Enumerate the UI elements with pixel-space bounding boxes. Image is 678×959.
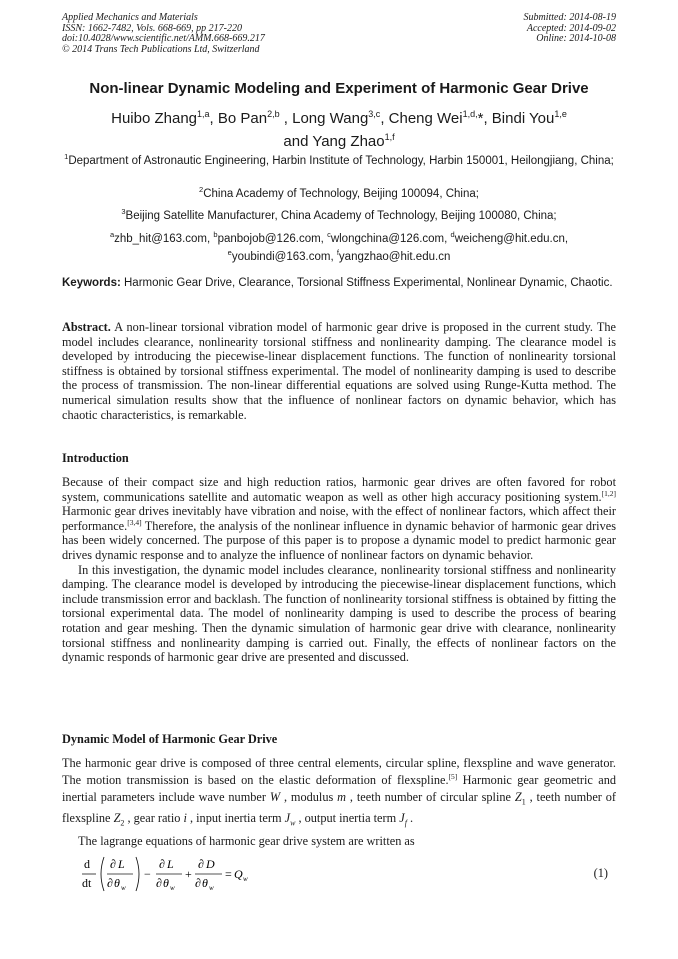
affiliation-text: Beijing Satellite Manufacturer, China Academy of Technology, Beijing 100080, China; xyxy=(125,209,557,222)
eq-sub-w: w xyxy=(243,875,248,883)
author-sup: 1,a xyxy=(197,109,210,119)
email-sup: c xyxy=(327,230,331,239)
email-address: youbindi@163.com xyxy=(231,250,331,263)
author-name: Long Wang xyxy=(292,110,369,127)
symbol-Z2: Z xyxy=(113,811,121,826)
affiliation-sup: 2 xyxy=(199,185,204,194)
author-name: Huibo Zhang xyxy=(111,110,198,127)
symbol-i: i xyxy=(183,811,187,826)
eq-sub-w: w xyxy=(209,884,214,892)
abstract xyxy=(62,320,616,422)
citation: [5] xyxy=(448,771,458,781)
issn-line: ISSN: 1662-7482, Vols. 668-669, pp 217-220 xyxy=(62,22,242,34)
body-text: , teeth number of flexspline xyxy=(62,790,616,826)
body-text: , teeth number of circular spline xyxy=(346,790,515,804)
author-sep: , xyxy=(380,110,389,127)
eq-L: L xyxy=(167,857,174,871)
accepted-date: Accepted: 2014-09-02 xyxy=(526,22,616,34)
eq-dt: dt xyxy=(82,876,92,890)
email-address: yangzhao@hit.edu.cn xyxy=(338,250,451,263)
eq-partial: ∂ xyxy=(195,876,201,890)
email-sup: b xyxy=(213,230,218,239)
citation: [1,2] xyxy=(601,488,616,498)
keywords-label: Keywords: xyxy=(62,277,121,289)
dynamic-paragraph-1 xyxy=(62,755,616,832)
submission-dates xyxy=(524,13,617,45)
email-address: weicheng@hit.edu.cn xyxy=(454,232,565,245)
email-sup: e xyxy=(227,247,232,257)
online-date: Online: 2014-10-08 xyxy=(536,33,616,45)
eq-theta: θ xyxy=(114,876,120,890)
affiliation-text: Department of Astronautic Engineering, Harbin Institute of Technology, Harbin 150001, Heilongjiang, China; xyxy=(68,154,614,167)
author-sep: *, xyxy=(477,110,492,127)
eq-sub-w: w xyxy=(170,884,175,892)
author-name: and Yang Zhao xyxy=(283,133,385,150)
author-sup: 1,e xyxy=(554,109,567,119)
body-text: , modulus xyxy=(280,790,338,804)
eq-sub-w: w xyxy=(121,884,126,892)
eq-partial: ∂ xyxy=(107,876,113,890)
eq-theta: θ xyxy=(163,876,169,890)
symbol-W: W xyxy=(269,790,281,804)
body-text: , output inertia term xyxy=(295,811,400,826)
author-sup: 1,d, xyxy=(462,109,478,119)
eq-Q: Q xyxy=(234,867,243,881)
eq-D: D xyxy=(206,857,215,871)
subscript: w xyxy=(290,818,296,828)
eq-d: d xyxy=(84,857,90,871)
intro-text: Therefore, the analysis of the nonlinear influence in dynamic behavior of harmonic gear drives has been widely concerned. The purpose of this paper is to propose a dynamic model to predict harmonic gear drives dynamic response and to analyze the influence of nonlinear factors on dynamic behavior. xyxy=(62,518,616,562)
section-heading-dynamic-model: Dynamic Model of Harmonic Gear Drive xyxy=(62,732,278,746)
equation-number: (1) xyxy=(593,866,608,880)
eq-right-paren xyxy=(136,857,139,891)
author-sup: 3,c xyxy=(368,109,381,119)
intro-paragraph-2: In this investigation, the dynamic model includes clearance, nonlinearity torsional stiffness and nonlinearity damping. The clearance model is developed by introducing the piecewise-linear displacement functions, which include transmission error and backlash. The function of nonlinearity torsional stiffness is obtained by fitting the torsional experimental data. The model of nonlinearity damping is used to describe the process of bearing rotation and gear meshing. Then the dynamic simulation of harmonic gear drive with clearance, nonlinearity torsional stiffness and nonlinearity damping is carried out. Finally, the effects of nonlinear factors on the dynamic responds of harmonic gear drive are presented and discussed. xyxy=(62,562,616,665)
body-text: Harmonic gear geometric and inertial parameters include wave number xyxy=(62,773,616,804)
email-address: panbojob@126.com xyxy=(217,232,321,245)
intro-text: Harmonic gear drives inevitably have vibration and noise, with the effect of nonlinear factors, which affect their performance. xyxy=(62,504,616,533)
submitted-date: Submitted: 2014-08-19 xyxy=(523,12,616,23)
abstract-text: A non-linear torsional vibration model of harmonic gear drive is proposed in the current study. The model includes clearance, nonlinearity torsional stiffness and nonlinearity damping. The clearance model is developed by introducing the piecewise-linear displacement functions. The function of nonlinearity torsional stiffness is obtained by torsional stiffness experimental. The model of nonlinearity damping is used to describe the process of transmission. The non-linear differential equations are solved using Runge-Kutta method. The numerical simulation results show that the influence of nonlinear factors on dynamic behavior, which has chaotic characteristics, is remarkable. xyxy=(62,320,616,422)
symbol-Z1: Z xyxy=(514,790,522,804)
copyright-line: © 2014 Trans Tech Publications Ltd, Switzerland xyxy=(62,43,260,55)
eq-minus: − xyxy=(144,867,151,881)
intro-text: Because of their compact size and high reduction ratios, harmonic gear drives are often favored for robot system, communications satellite and automatic weapon as well as other high accuracy positioning system. xyxy=(62,475,616,504)
eq-theta: θ xyxy=(202,876,208,890)
symbol-m: m xyxy=(337,790,347,804)
author-sup: 1,f xyxy=(384,132,395,142)
abstract-label: Abstract. xyxy=(62,320,111,334)
email-address: zhb_hit@163.com xyxy=(114,232,207,245)
author-sup: 2,b xyxy=(267,109,280,119)
doi-line: doi:10.4028/www.scientific.net/AMM.668-669.217 xyxy=(62,33,265,45)
introduction-body xyxy=(62,475,616,665)
eq-equals: = xyxy=(225,867,232,881)
journal-info xyxy=(62,13,265,55)
author-name: Cheng Wei xyxy=(388,110,463,127)
dynamic-paragraph-2: The lagrange equations of harmonic gear drive system are written as xyxy=(78,833,415,848)
symbol-Jw: J xyxy=(284,811,291,826)
email-sup: a xyxy=(109,230,115,239)
body-text: , input inertia term xyxy=(186,811,285,826)
body-text: The harmonic gear drive is composed of three central elements, circular spline, flexspline and wave generator. The motion transmission is based on the elastic deformation of flexspline. xyxy=(62,756,616,787)
affiliation-3 xyxy=(40,205,638,223)
eq-partial: ∂ xyxy=(110,857,116,871)
eq-L: L xyxy=(118,857,125,871)
symbol-Jf: J xyxy=(399,811,405,826)
dynamic-model-body xyxy=(62,755,616,849)
paper-title: Non-linear Dynamic Modeling and Experiment of Harmonic Gear Drive xyxy=(89,80,589,97)
eq-left-paren xyxy=(101,857,104,891)
body-text: , gear ratio xyxy=(124,811,184,826)
author-name: Bo Pan xyxy=(217,110,268,127)
email-address: wlongchina@126.com xyxy=(330,232,445,245)
intro-paragraph-1 xyxy=(62,475,616,563)
email-sup: d xyxy=(450,230,455,239)
eq-partial: ∂ xyxy=(156,876,162,890)
email-list: $^a$zhb_hit@163.com, $^b$panbojob@126.com, $^c$wlongchina@126.com, $^d$weicheng@hit.edu.cn, $^e$youbindi@163.com, $^f$yangzhao@hit.edu.cn xyxy=(109,230,569,263)
section-heading-introduction: Introduction xyxy=(62,451,129,465)
affiliation-sup: 1 xyxy=(64,152,69,161)
eq-partial: ∂ xyxy=(198,857,204,871)
author-sep: , xyxy=(209,110,218,127)
eq-partial: ∂ xyxy=(159,857,165,871)
journal-name: Applied Mechanics and Materials xyxy=(62,12,198,23)
lagrange-equation xyxy=(80,853,620,897)
affiliation-1 xyxy=(40,150,638,168)
affiliation-sup: 3 xyxy=(121,207,126,216)
author-name: Bindi You xyxy=(491,110,555,127)
affiliation-2 xyxy=(40,183,638,201)
email-sup: f xyxy=(336,247,339,257)
body-text: . xyxy=(406,811,414,826)
subscript: f xyxy=(404,818,407,828)
affiliation-text: China Academy of Technology, Beijing 100094, China; xyxy=(203,187,479,200)
author-sep: , xyxy=(279,110,293,127)
author-list xyxy=(40,105,638,151)
subscript: 1 xyxy=(521,797,526,807)
citation: [3,4] xyxy=(127,517,142,527)
eq-plus: + xyxy=(185,867,192,881)
subscript: 2 xyxy=(120,818,125,828)
keywords-text: Harmonic Gear Drive, Clearance, Torsional Stiffness Experimental, Nonlinear Dynamic, Chaotic. xyxy=(124,277,613,289)
keywords xyxy=(62,276,616,291)
